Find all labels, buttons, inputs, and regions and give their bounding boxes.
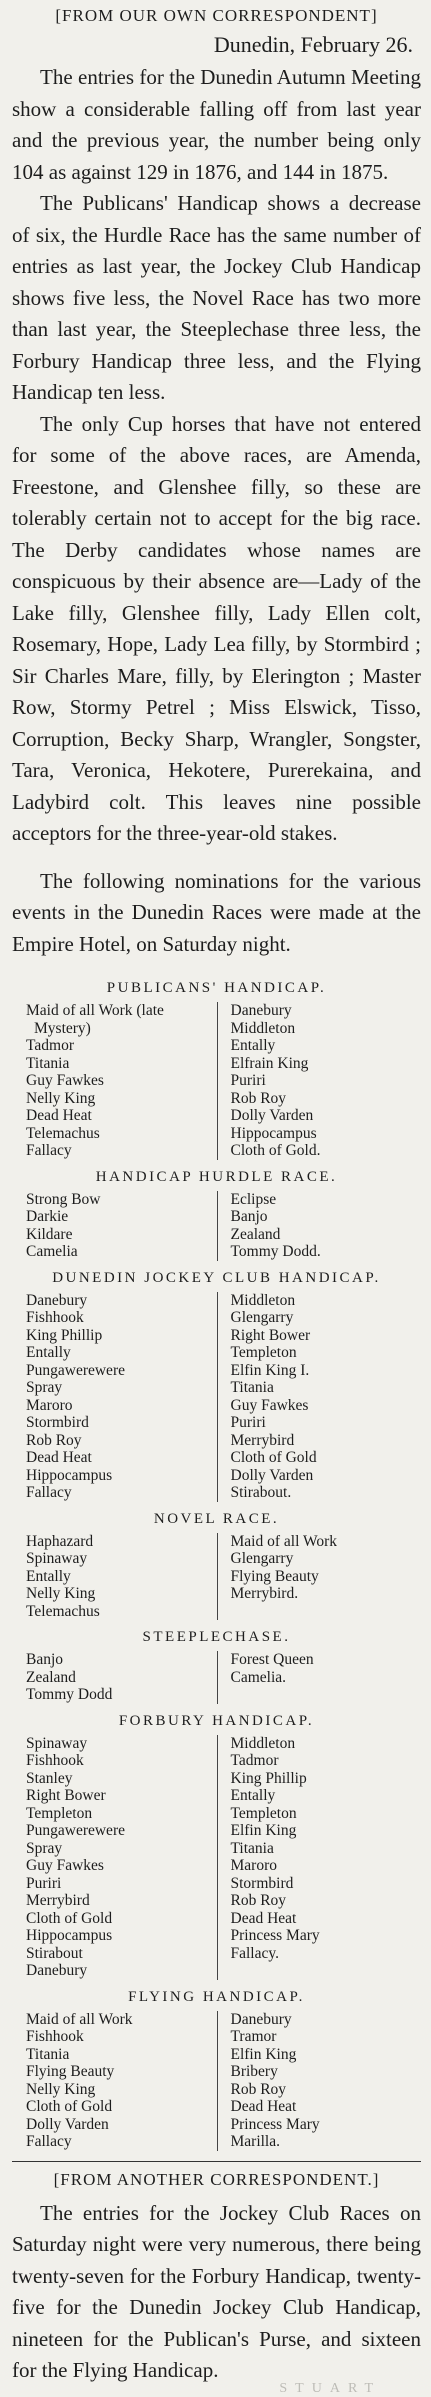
horse-entry: Guy Fawkes — [26, 1072, 104, 1089]
horse-entry: Fallacy — [26, 1484, 72, 1501]
horse-entry: Banjo — [230, 1208, 268, 1225]
horse-entry: Maid of all Work — [230, 1532, 338, 1550]
section-divider — [12, 2161, 421, 2162]
nominations-column-left — [12, 1651, 217, 1704]
horse-entry: Zealand — [26, 1668, 76, 1686]
horse-entry: Marilla. — [230, 2133, 280, 2150]
horse-entry: Hippocampus — [26, 1466, 113, 1484]
paragraph-nominations-intro: The following nominations for the various events in the Dunedin Races were made at the Empire Hotel, on Saturday night. — [12, 868, 421, 956]
horse-entry: Merrybird — [26, 1892, 90, 1909]
nominations-column-left — [12, 1292, 217, 1502]
horse-entry: Rob Roy — [230, 1892, 287, 1909]
horse-entry: Maid of all Work — [26, 2010, 133, 2028]
horse-entry: Tadmor — [230, 1752, 279, 1769]
horse-entry: Mystery) — [34, 1019, 91, 1037]
horse-entry: Merrybird. — [230, 1585, 299, 1602]
horse-entry: Maroro — [26, 1396, 73, 1414]
horse-entry: Camelia — [26, 1243, 78, 1260]
horse-entry: Tramor — [230, 2028, 277, 2045]
horse-entry: King Phillip — [230, 1769, 307, 1787]
horse-entry: Puriri — [230, 1072, 266, 1089]
horse-entry: Telemachus — [26, 1602, 100, 1620]
horse-entry: Elfrain King — [230, 1054, 309, 1072]
horse-entry: Merrybird — [230, 1431, 295, 1449]
nominations-column-right — [217, 1651, 422, 1704]
horse-entry: Middleton — [230, 1019, 296, 1037]
horse-entry: Hippocampus — [26, 1927, 113, 1944]
horse-entry: Danebury — [26, 1962, 88, 1979]
horse-entry: Stormbird — [26, 1414, 89, 1431]
horse-entry: Camelia. — [230, 1668, 287, 1686]
section-title: STEEPLECHASE. — [142, 1629, 291, 1645]
nominations-table — [12, 1735, 421, 1980]
horse-entry: Fishhook — [26, 2028, 84, 2045]
paragraph-closing: The entries for the Jockey Club Races on Saturday night were very numerous, there being twenty-seven for the Forbury Handicap, twenty-five for the Dunedin Jockey Club Handicap, nineteen for the Publican's Purse, and sixteen for the Flying Handicap. — [12, 2200, 421, 2382]
horse-entry: Danebury — [230, 2010, 292, 2028]
horse-entry: Titania — [26, 2045, 70, 2063]
horse-entry: Elfin King — [230, 1822, 297, 1839]
nominations-column-right — [217, 1002, 422, 1160]
horse-entry: Fishhook — [26, 1309, 84, 1326]
section-title: PUBLICANS' HANDICAP. — [106, 980, 327, 996]
horse-entry: Darkie — [26, 1208, 69, 1225]
nominations-column-left — [12, 1002, 217, 1160]
horse-entry: Entally — [26, 1344, 71, 1361]
section-title: NOVEL RACE. — [153, 1510, 280, 1527]
nominations-table — [12, 1292, 421, 1502]
nominations-column-right — [217, 2011, 422, 2151]
horse-entry: Eclipse — [230, 1190, 277, 1208]
correspondent-line: [FROM OUR OWN CORRESPONDENT] — [55, 6, 378, 25]
horse-entry: Right Bower — [26, 1787, 106, 1804]
horse-entry: Princess Mary — [230, 2115, 320, 2133]
horse-entry: Nelly King — [26, 2080, 96, 2098]
horse-entry: Tommy Dodd. — [230, 1243, 321, 1260]
horse-entry: Templeton — [230, 1344, 297, 1361]
nominations-column-right — [217, 1292, 422, 1502]
horse-entry: Entally — [230, 1787, 276, 1804]
horse-entry: Glengarry — [230, 1309, 294, 1326]
horse-entry: Maid of all Work (late — [26, 1002, 164, 1019]
nominations-column-left — [12, 2011, 217, 2151]
horse-entry: Rob Roy — [230, 2080, 287, 2098]
section-title: DUNEDIN JOCKEY CLUB HANDICAP. — [52, 1269, 381, 1286]
horse-entry: Banjo — [26, 1651, 64, 1668]
horse-entry: Bribery — [230, 2063, 278, 2080]
section-title: FLYING HANDICAP. — [128, 1988, 305, 2005]
horse-entry: Dolly Varden — [230, 1466, 314, 1484]
nominations-column-left — [12, 1191, 217, 1261]
horse-entry: Rob Roy — [26, 1431, 82, 1449]
horse-entry: Princess Mary — [230, 1927, 320, 1944]
paragraph-handicap-changes: The Publicans' Handicap shows a decrease of six, the Hurdle Race has the same number of entries as last year, the Jockey Club Handicap shows five less, the Novel Race has two more than last year, the Steeplechase three less, the Forbury Handicap three less, and the Flying Handicap ten less. — [12, 191, 421, 404]
paragraph-entries-summary: The entries for the Dunedin Autumn Meeting show a considerable falling off from last year and the previous year, the number being only 104 as against 129 in 1876, and 144 in 1875. — [12, 65, 421, 184]
horse-entry: Flying Beauty — [230, 1567, 319, 1585]
horse-entry: Spray — [26, 1839, 63, 1857]
horse-entry: Danebury — [26, 1291, 88, 1309]
horse-entry: Zealand — [230, 1225, 281, 1243]
horse-entry: Dolly Varden — [230, 1107, 314, 1124]
horse-entry: Elfin King — [230, 2045, 297, 2063]
horse-entry: Pungawerewere — [26, 1361, 125, 1379]
horse-entry: Nelly King — [26, 1585, 96, 1602]
horse-entry: Stirabout. — [230, 1484, 292, 1501]
nominations-column-right — [217, 1735, 422, 1980]
horse-entry: Cloth of Gold — [230, 1449, 317, 1466]
horse-entry: Tommy Dodd — [26, 1686, 113, 1703]
horse-entry: Strong Bow — [26, 1190, 101, 1208]
horse-entry: Elfin King I. — [230, 1361, 310, 1379]
horse-entry: Cloth of Gold — [26, 1909, 113, 1927]
horse-entry: Stanley — [26, 1769, 73, 1787]
horse-entry: King Phillip — [26, 1326, 103, 1344]
horse-entry: Stormbird — [230, 1874, 294, 1892]
nominations-column-right — [217, 1191, 422, 1261]
horse-entry: Dead Heat — [26, 1107, 92, 1124]
horse-entry: Maroro — [230, 1857, 277, 1874]
horse-entry: Nelly King — [26, 1089, 96, 1107]
horse-entry: Guy Fawkes — [230, 1396, 309, 1414]
nominations-table — [12, 1651, 421, 1704]
horse-entry: Spinaway — [26, 1734, 88, 1752]
section-title: FORBURY HANDICAP. — [118, 1712, 315, 1729]
horse-entry: Rob Roy — [230, 1089, 287, 1107]
horse-entry: Entally — [26, 1567, 71, 1585]
horse-entry: Titania — [26, 1054, 70, 1072]
horse-entry: Danebury — [230, 1002, 292, 1019]
nominations-column-left — [12, 1533, 217, 1621]
horse-entry: Right Bower — [230, 1326, 311, 1344]
footer-mark: STUART — [279, 2380, 381, 2396]
horse-entry: Stirabout — [26, 1944, 83, 1962]
horse-entry: Fallacy. — [230, 1944, 279, 1962]
paragraph-cup-horses: The only Cup horses that have not entered for some of the above races, are Amenda, Freestone, and Glenshee filly, so these are tolerably certain not to accept for the big race. The Derby candidates whose names are conspicuous by their absence are—Lady of the Lake filly, Glenshee filly, Lady Ellen colt, Rosemary, Hope, Lady Lea filly, by Stormbird ; Sir Charles Mare, filly, by Elerington ; Master Row, Stormy Petrel ; Miss Elswick, Tisso, Corruption, Becky Sharp, Wrangler, Songster, Tara, Veronica, Hekotere, Purerekaina, and Ladybird colt. This leaves nine possible acceptors for the three-year-old stakes. — [12, 411, 421, 845]
horse-entry: Telemachus — [26, 1124, 100, 1142]
nominations-sections — [12, 980, 421, 2151]
horse-entry: Entally — [230, 1037, 276, 1054]
horse-entry: Cloth of Gold — [26, 2098, 113, 2115]
dateline: Dunedin, February 26. — [213, 32, 413, 57]
horse-entry: Spinaway — [26, 1550, 88, 1567]
horse-entry: Middleton — [230, 1291, 296, 1309]
horse-entry: Cloth of Gold. — [230, 1142, 321, 1159]
nominations-table — [12, 2011, 421, 2151]
nominations-table — [12, 1002, 421, 1160]
horse-entry: Flying Beauty — [26, 2063, 115, 2080]
horse-entry: Fallacy — [26, 1142, 72, 1159]
horse-entry: Dolly Varden — [26, 2115, 109, 2133]
horse-entry: Spray — [26, 1379, 63, 1396]
horse-entry: Fallacy — [26, 2133, 72, 2150]
horse-entry: Puriri — [230, 1414, 266, 1431]
horse-entry: Haphazard — [26, 1532, 94, 1550]
section-title: HANDICAP HURDLE RACE. — [95, 1168, 338, 1185]
horse-entry: Guy Fawkes — [26, 1857, 104, 1874]
horse-entry: Forest Queen — [230, 1651, 314, 1668]
nominations-table — [12, 1191, 421, 1261]
nominations-table — [12, 1533, 421, 1621]
second-correspondent-line: [FROM ANOTHER CORRESPONDENT.] — [53, 2169, 380, 2189]
horse-entry: Tadmor — [26, 1037, 74, 1054]
horse-entry: Dead Heat — [230, 2098, 297, 2115]
horse-entry: Pungawerewere — [26, 1822, 125, 1839]
horse-entry: Hippocampus — [230, 1124, 317, 1142]
horse-entry: Templeton — [26, 1804, 93, 1822]
horse-entry: Middleton — [230, 1734, 296, 1752]
horse-entry: Kildare — [26, 1225, 73, 1243]
horse-entry: Templeton — [230, 1804, 297, 1822]
horse-entry: Fishhook — [26, 1752, 84, 1769]
horse-entry: Glengarry — [230, 1550, 294, 1567]
nominations-column-right — [217, 1533, 422, 1621]
horse-entry: Titania — [230, 1379, 274, 1396]
horse-entry: Dead Heat — [230, 1909, 297, 1927]
nominations-column-left — [12, 1735, 217, 1980]
horse-entry: Puriri — [26, 1874, 62, 1892]
horse-entry: Dead Heat — [26, 1449, 92, 1466]
horse-entry: Titania — [230, 1839, 274, 1857]
